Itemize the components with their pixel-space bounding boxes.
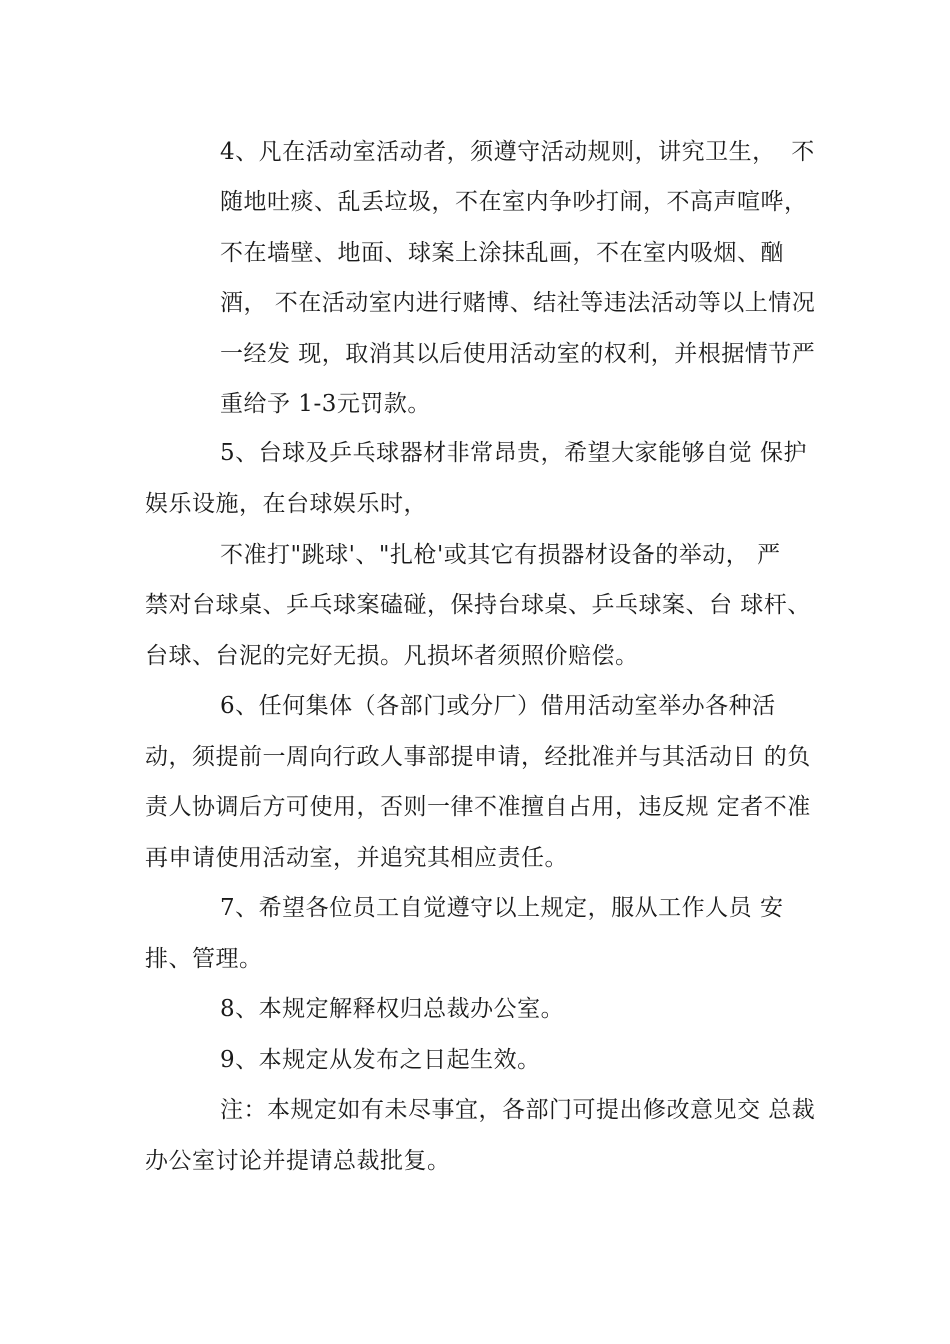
text-line: 8、本规定解释权归总裁办公室。 bbox=[220, 996, 565, 1022]
text-line: 禁对台球桌、乒乓球案磕碰，保持台球桌、乒乓球案、台 球杆、 bbox=[145, 592, 811, 618]
text-line: 随地吐痰、乱丢垃圾，不在室内争吵打闹，不高声喧哗， bbox=[220, 189, 808, 215]
text-line: 9、本规定从发布之日起生效。 bbox=[220, 1047, 541, 1073]
text-line: 注：本规定如有未尽事宜，各部门可提出修改意见交 总裁 bbox=[220, 1097, 816, 1123]
text-line: 7、希望各位员工自觉遵守以上规定，服从工作人员 安 bbox=[220, 895, 784, 921]
text-line: 一经发 现，取消其以后使用活动室的权利，并根据情节严 bbox=[220, 341, 816, 367]
text-line: 排、管理。 bbox=[145, 946, 263, 972]
text-line: 不在墙壁、地面、球案上涂抹乱画，不在室内吸烟、酗 bbox=[220, 240, 784, 266]
text-line: 酒， 不在活动室内进行赌博、结社等违法活动等以上情况 bbox=[220, 290, 816, 316]
text-line: 5、台球及乒乓球器材非常昂贵，希望大家能够自觉 保护 bbox=[220, 440, 807, 466]
text-line: 责人协调后方可使用，否则一律不准擅自占用，违反规 定者不准 bbox=[145, 794, 811, 820]
text-line: 不准打"跳球'、"扎枪'或其它有损器材设备的举动， 严 bbox=[220, 542, 781, 568]
text-line: 再申请使用活动室，并追究其相应责任。 bbox=[145, 845, 568, 871]
text-line: 6、任何集体（各部门或分厂）借用活动室举办各种活 bbox=[220, 693, 776, 719]
text-line: 动，须提前一周向行政人事部提申请，经批准并与其活动日 的负 bbox=[145, 744, 811, 770]
text-line: 娱乐设施，在台球娱乐时， bbox=[145, 491, 427, 517]
text-line: 台球、台泥的完好无损。凡损坏者须照价赔偿。 bbox=[145, 643, 639, 669]
text-line: 4、凡在活动室活动者，须遵守活动规则，讲究卫生， 不 bbox=[220, 139, 815, 165]
text-line: 办公室讨论并提请总裁批复。 bbox=[145, 1148, 451, 1174]
text-line: 重给予 1-3元罚款。 bbox=[220, 391, 431, 417]
